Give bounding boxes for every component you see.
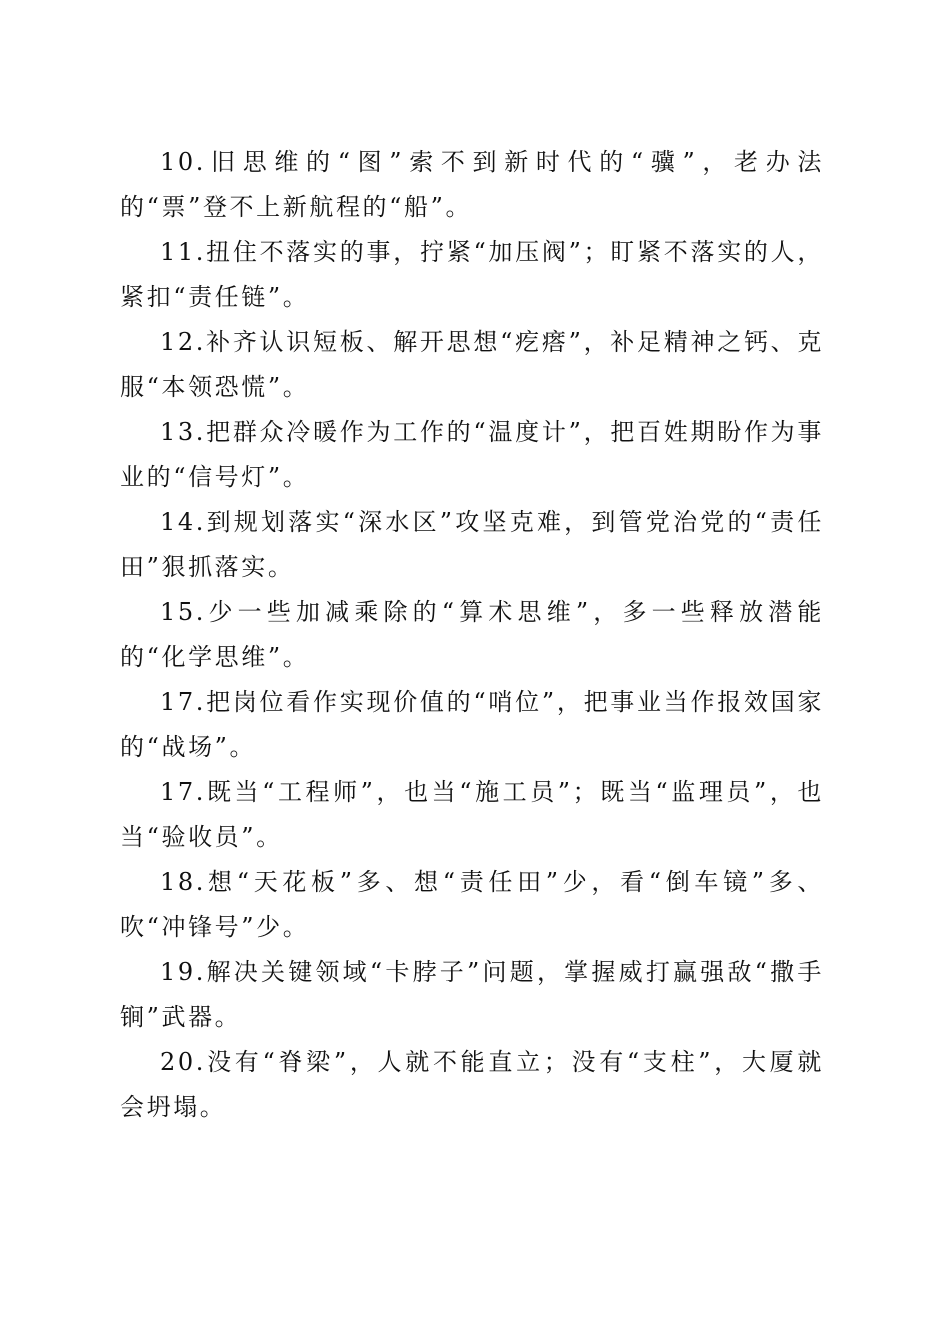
document-page: [120, 140, 824, 1130]
paragraph-12: 12.补齐认识短板、解开思想“疙瘩”，补足精神之钙、克服“本领恐慌”。: [120, 328, 824, 401]
paragraph-17a: 17.把岗位看作实现价值的“哨位”，把事业当作报效国家的“战场”。: [120, 688, 824, 761]
paragraph-18: 18.想“天花板”多、想“责任田”少，看“倒车镜”多、吹“冲锋号”少。: [120, 868, 824, 941]
paragraph-13: 13.把群众冷暖作为工作的“温度计”，把百姓期盼作为事业的“信号灯”。: [120, 418, 824, 491]
paragraph-17b: 17.既当“工程师”，也当“施工员”；既当“监理员”，也当“验收员”。: [120, 778, 824, 851]
paragraph-11: 11.扭住不落实的事，拧紧“加压阀”；盯紧不落实的人，紧扣“责任链”。: [120, 238, 824, 311]
paragraph-10: 10.旧思维的“图”索不到新时代的“骥”，老办法的“票”登不上新航程的“船”。: [120, 148, 824, 221]
paragraph-14: 14.到规划落实“深水区”攻坚克难，到管党治党的“责任田”狠抓落实。: [120, 508, 824, 581]
paragraph-15: 15.少一些加减乘除的“算术思维”，多一些释放潜能的“化学思维”。: [120, 598, 824, 671]
paragraph-20: 20.没有“脊梁”，人就不能直立；没有“支柱”，大厦就会坍塌。: [120, 1048, 824, 1121]
paragraph-19: 19.解决关键领域“卡脖子”问题，掌握威打赢强敌“撒手锏”武器。: [120, 958, 824, 1031]
